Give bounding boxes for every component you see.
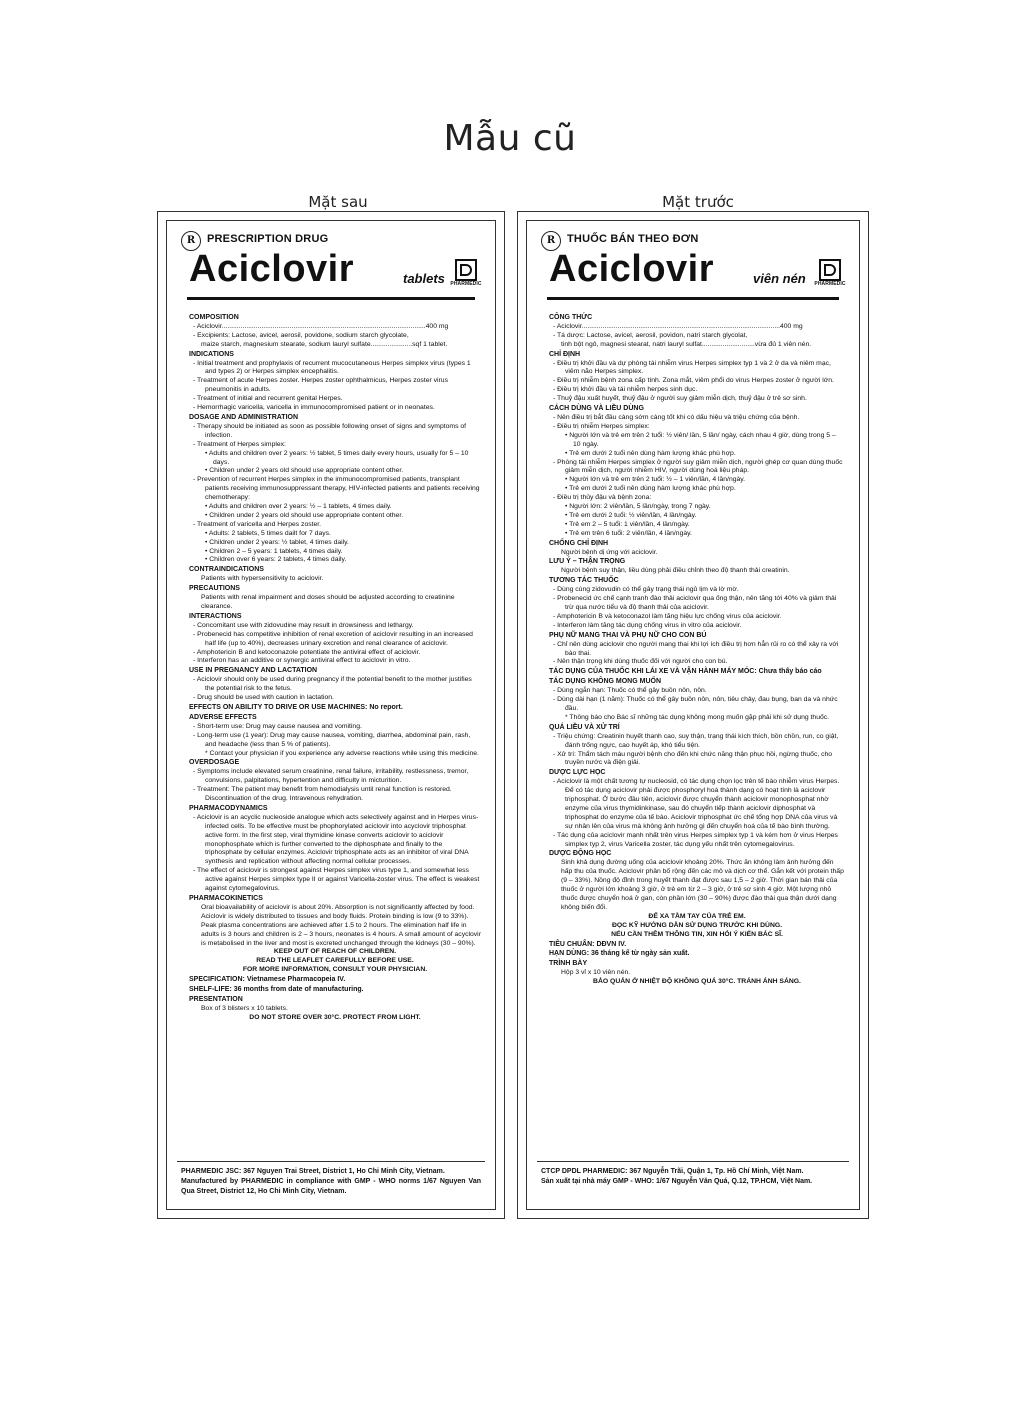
section-heading: DOSAGE AND ADMINISTRATION xyxy=(189,413,299,421)
text-line: - Xử trí: Thẩm tách máu người bệnh cho đến khi chức năng thận phục hồi, ngừng thuốc, cho truyền nước và điện giải. xyxy=(553,750,833,767)
notice-line: DO NOT STORE OVER 30°C. PROTECT FROM LIGHT. xyxy=(249,1013,421,1021)
front-footer-manufacturer: Sản xuất tại nhà máy GMP - WHO: 1/67 Nguyễn Văn Quá, Q.12, TP.HCM, Việt Nam. xyxy=(541,1178,813,1185)
section-heading: PHARMACODYNAMICS xyxy=(189,804,268,812)
back-footer-manufacturer: Manufactured by PHARMEDIC in compliance with GMP - WHO norms 1/67 Nguyen Van Qua Street, District 12, Ho Chi Minh City, Vietnam. xyxy=(181,1178,481,1195)
section-heading: CONTRAINDICATIONS xyxy=(189,566,264,574)
title-rule xyxy=(187,297,475,300)
section-heading: TRÌNH BÀY xyxy=(549,960,588,968)
section-heading: USE IN PREGNANCY AND LACTATION xyxy=(189,667,318,675)
text-line: - Short-term use: Drug may cause nausea and vomiting. xyxy=(193,722,362,730)
text-line: - Aciclovir is an acyclic nucleoside analogue which acts selectively against and in Herpes virus-infected cells. To be effective must be phophorylated aciclovir into acyclovir triphosphat active form. In the first step, viral thymidine kinase converts aciclovir to aciclovir monophosphate which is further converted to the diphosphate and finally to the triphosphate by cellular enzymes. Aciclovir triphosphate acts as an inhibitor of viral DNA synthesis and replication without affecting normal cellular processes. xyxy=(193,813,479,866)
text-line: - Interferon has an additive or synergic antiviral effect to aciclovir in vitro. xyxy=(193,657,411,665)
pharmedic-logo xyxy=(449,259,483,287)
text-line: - The effect of aciclovir is strongest against Herpes simplex virus type 1, and somewhat less active against Herpes simplex type II or against Varicella-zoster virus. The effect is weakest against cytomegalovirus. xyxy=(193,867,480,893)
text-line: maize starch, magnesium stearate, sodium lauryl sulfate......................sqf 1 tablet. xyxy=(201,340,448,348)
text-line: - Therapy should be initiated as soon as possible following onset of signs and symptoms of infection. xyxy=(193,422,467,439)
section-heading: HẠN DÙNG: 36 tháng kể từ ngày sản xuất. xyxy=(549,950,690,958)
text-line: - Hemorrhagic varicella, varicella in immunocompromised patient or in neonates. xyxy=(193,404,435,412)
notice-line: BẢO QUẢN Ở NHIỆT ĐỘ KHÔNG QUÁ 30°C. TRÁNH ÁNH SÁNG. xyxy=(593,978,801,986)
section-heading: SHELF-LIFE: 36 months from date of manufacturing. xyxy=(189,986,364,994)
section-heading: OVERDOSAGE xyxy=(189,759,240,767)
text-line: • Children under 2 years: ½ tablet, 4 times daily. xyxy=(205,538,349,546)
back-rx-text: PRESCRIPTION DRUG xyxy=(207,233,329,245)
page-title: Mẫu cũ xyxy=(443,118,577,159)
section-heading: INTERACTIONS xyxy=(189,612,242,620)
front-footer xyxy=(541,1167,845,1187)
footer-rule xyxy=(177,1161,485,1162)
front-side-label: Mặt trước xyxy=(662,193,734,211)
back-label-panel xyxy=(157,211,505,1219)
text-line: - Aciclovir là một chất tương tự nucleosid, có tác dụng chọn lọc trên tế bào nhiễm virus Herpes. Để có tác dụng aciclovir phải được phosphoryl hoá thành dạng có hoạt tính là aciclovir triphosphat. Ở bước đầu tiên, aciclovir được chuyển thành aciclovir monophosphat nhờ enzyme của virus thymidinkinase, sau đó chuyển tiếp thành aciclovir diphosphat và triphosphat do enzyme của tế bào. Aciclovir triphosphat ức chế tổng hợp DNA của virus và sự nhân lên của virus mà không ảnh hưởng gì đến chuyển hoá của tế bào bình thường. xyxy=(553,778,840,830)
text-line: - Dùng cùng zidovudin có thể gây trạng thái ngủ lịm và lờ mờ. xyxy=(553,586,739,594)
back-footer xyxy=(181,1167,481,1197)
notice-line: KEEP OUT OF REACH OF CHILDREN. xyxy=(273,948,397,956)
section-heading: CHỐNG CHỈ ĐỊNH xyxy=(549,539,609,547)
front-content xyxy=(549,313,845,987)
section-heading: PRESENTATION xyxy=(189,995,243,1003)
text-line: - Tác dụng của aciclovir mạnh nhất trên virus Herpes simplex typ 1 và kém hơn ở virus Herpes simplex typ 2, virus Varicella zoster, tác dụng yếu nhất trên cytomegalovirus. xyxy=(553,831,838,848)
section-heading: QUÁ LIỀU VÀ XỬ TRÍ xyxy=(549,723,620,731)
section-heading: TÁC DỤNG KHÔNG MONG MUỐN xyxy=(549,678,661,686)
text-line: • Children under 2 years old should use appropriate content other. xyxy=(205,511,404,519)
title-rule xyxy=(547,297,839,300)
text-line: - Nên điều trị bắt đầu càng sớm càng tốt khi có dấu hiệu và triệu chứng của bệnh. xyxy=(553,413,800,421)
back-product-name: Aciclovir xyxy=(189,248,355,290)
text-line: - Amphotericin B and ketoconazole potentiate the antiviral effect of aciclovir. xyxy=(193,648,421,656)
section-heading: PHARMACOKINETICS xyxy=(189,895,263,902)
text-line: - Aciclovir.........................................................................................................400 mg xyxy=(553,322,803,330)
text-line: - Điều trị khởi đầu và dự phòng tái nhiễm virus Herpes simplex typ 1 và 2 ở da và niêm mạc, viêm não Herpes simplex. xyxy=(553,359,831,376)
text-line: • Người lớn: 2 viên/lần, 5 lần/ngày, trong 7 ngày. xyxy=(565,503,711,511)
text-line: - Treatment of varicella and Herpes zoster. xyxy=(193,520,322,528)
section-heading: TÁC DỤNG CỦA THUỐC KHI LÁI XE VÀ VẬN HÀNH MÁY MÓC: Chưa thấy báo cáo xyxy=(549,668,822,676)
text-line: - Treatment: The patient may benefit from hemodialysis until renal function is restored. Discontinuation of the drug. Intravenous rehydration. xyxy=(193,786,452,803)
text-line: • Children over 6 years: 2 tablets, 4 times daily. xyxy=(205,556,347,564)
front-logo-text: PHARMEDIC xyxy=(814,281,846,287)
text-line: - Thuỷ đậu xuất huyết, thuỷ đậu ở người suy giảm miễn dịch, thuỷ đậu ở trẻ sơ sinh. xyxy=(553,395,807,403)
section-heading: EFFECTS ON ABILITY TO DRIVE OR USE MACHINES: No report. xyxy=(189,703,403,711)
text-line: Hộp 3 vỉ x 10 viên nén. xyxy=(561,969,631,977)
section-heading: ADVERSE EFFECTS xyxy=(189,713,257,721)
text-line: - Điều trị thủy đậu và bệnh zona: xyxy=(553,494,652,502)
text-line: • Người lớn và trẻ em trên 2 tuổi: ½ viên/ lần, 5 lần/ ngày, cách nhau 4 giờ, dùng trong 5 – 10 ngày. xyxy=(565,431,836,448)
section-heading: TIÊU CHUẨN: DĐVN IV. xyxy=(549,940,627,948)
front-product-name: Aciclovir xyxy=(549,248,715,290)
pharmedic-logo-icon xyxy=(455,259,477,281)
text-line: Người bệnh dị ứng với aciclovir. xyxy=(561,548,658,556)
text-line: • Trẻ em dưới 2 tuổi nên dùng hàm lượng khác phù hợp. xyxy=(565,485,736,493)
text-line: - Điều trị nhiễm bệnh zona cấp tính. Zona mắt, viêm phổi do virus Herpes zoster ở người lớn. xyxy=(553,377,834,385)
front-label-inner xyxy=(526,220,860,1210)
section-heading: INDICATIONS xyxy=(189,350,234,358)
text-line: - Concomitant use with zidovudine may result in drowsiness and lethargy. xyxy=(193,621,414,629)
text-line: • Trẻ em trên 6 tuổi: 2 viên/lần, 4 lần/ngày. xyxy=(565,529,692,537)
text-line: Patients with renal impairment and doses should be adjusted according to creatinine clearance. xyxy=(201,594,455,610)
text-line: - Long-term use (1 year): Drug may cause nausea, vomiting, diarrhea, abdominal pain, rash, and headache (less than 5 % of patients). xyxy=(193,731,471,748)
text-line: • Adults and children over 2 years: ½ – 1 tablets, 4 times daily. xyxy=(205,503,392,511)
text-line: • Children under 2 years old should use appropriate content other. xyxy=(205,467,404,475)
text-line: Oral bioavailability of aciclovir is about 20%. Absorption is not significantly affected by food. Aciclovir is widely distributed to tissues and body fluids. Protein binding is low (9 to 33%). Peak plasma concentrations are achieved after 1.5 to 2 hours. The elimination half life in adults is 3 hours and children is 2 – 3 hours, neonates is 4 hours. A small amount of acyclovir is metabolised in the liver and most is excreted unchanged through the kidneys (30 – 90%). xyxy=(201,903,481,947)
section-heading: PHỤ NỮ MANG THAI VÀ PHỤ NỮ CHO CON BÚ xyxy=(549,631,707,639)
rx-icon: R xyxy=(181,231,201,251)
text-line: - Excipients: Lactose, avicel, aerosil, povidone, sodium starch glycolate, xyxy=(193,331,409,339)
front-footer-company: CTCP DPDL PHARMEDIC: 367 Nguyễn Trãi, Quận 1, Tp. Hồ Chí Minh, Việt Nam. xyxy=(541,1168,804,1175)
text-line: - Điều trị khởi đầu và tái nhiễm herpes sinh dục. xyxy=(553,386,698,394)
text-line: • Adults: 2 tablets, 5 times dailt for 7 days. xyxy=(205,529,331,537)
front-rx-text: THUỐC BÁN THEO ĐƠN xyxy=(567,233,699,245)
text-line: - Phòng tái nhiễm Herpes simplex ở người suy giảm miễn dịch, người ghép cơ quan dùng thuốc giảm miễn dịch, người nhiễm HIV, người dùng hoá liệu pháp. xyxy=(553,458,843,475)
text-line: - Triệu chứng: Creatinin huyết thanh cao, suy thận, trạng thái kích thích, bồn chồn, run, co giật, đánh trống ngực, cao huyết áp, khó tiểu tiện. xyxy=(553,732,839,749)
back-side-label: Mặt sau xyxy=(308,193,368,211)
text-line: • Children 2 – 5 years: 1 tablets, 4 times daily. xyxy=(205,547,343,555)
back-dosage-form: tablets xyxy=(403,271,445,286)
section-heading: SPECIFICATION: Vietnamese Pharmacopeia IV. xyxy=(189,976,346,984)
notice-line: ĐỌC KỸ HƯỚNG DẪN SỬ DỤNG TRƯỚC KHI DÙNG. xyxy=(611,921,783,929)
text-line: - Aciclovir should only be used during pregnancy if the potential benefit to the mother justifies the potential risk to the fetus. xyxy=(193,676,472,693)
section-heading: COMPOSITION xyxy=(189,314,239,321)
text-line: - Probenecid has competitive inhibition of renal excretion of aciclovir resulting in an increased half life (up to 40%), decreases urinary excretion and renal clearance of aciclovir. xyxy=(193,630,473,647)
text-line: Box of 3 blisters x 10 tablets. xyxy=(201,1004,288,1012)
front-dosage-form: viên nén xyxy=(753,271,806,286)
notice-line: NẾU CẦN THÊM THÔNG TIN, XIN HỎI Ý KIẾN BÁC SĨ. xyxy=(611,930,783,938)
section-heading: CHỈ ĐỊNH xyxy=(549,350,581,358)
back-logo-text: PHARMEDIC xyxy=(450,281,482,287)
section-heading: LƯU Ý – THẬN TRỌNG xyxy=(549,558,626,566)
section-heading: DƯỢC LỰC HỌC xyxy=(549,769,606,777)
back-label-inner xyxy=(166,220,496,1210)
rx-icon: R xyxy=(541,231,561,251)
text-line: Người bệnh suy thận, liều dùng phải điều chỉnh theo độ thanh thải creatinin. xyxy=(561,567,790,575)
text-line: • Trẻ em dưới 2 tuổi nên dùng hàm lượng khác phù hợp. xyxy=(565,449,736,457)
text-line: - Treatment of acute Herpes zoster. Herpes zoster ophthalmicus, Herpes zoster virus pneumonitis in adults. xyxy=(193,377,448,394)
text-line: Sinh khả dụng đường uống của aciclovir khoảng 20%. Thức ăn không làm ảnh hưởng đến hấp thu của thuốc. Aciclovir phân bố rộng đến các mô và dịch cơ thể. Gắn kết với protein thấp (9 – 33%). Nồng độ đỉnh trong huyết thanh đạt được sau 1,5 – 2 giờ. Thời gian bán thải của thuốc ở người lớn khoảng 3 giờ, ở trẻ em từ 2 – 3 giờ, ở trẻ sơ sinh 4 giờ. Một lượng nhỏ thuốc được chuyển hoá ở gan, còn phần lớn (30 – 90%) được đào thải qua thận dưới dạng không biến đổi. xyxy=(561,859,844,911)
front-label-panel xyxy=(517,211,869,1219)
text-line: - Điều trị nhiễm Herpes simplex: xyxy=(553,422,650,430)
text-line: - Chỉ nên dùng aciclovir cho người mang thai khi lợi ích điều trị hơn hẳn rủi ro có thể xảy ra với bào thai. xyxy=(553,640,839,657)
text-line: • Trẻ em dưới 2 tuổi: ½ viên/lần, 4 lần/ngày. xyxy=(565,511,697,519)
section-heading: CÔNG THỨC xyxy=(549,314,593,321)
section-heading: DƯỢC ĐỘNG HỌC xyxy=(549,850,612,858)
text-line: • Adults and children over 2 years: ½ tablet, 5 times daily every hours, usually for 5 – 10 days. xyxy=(205,449,469,466)
pharmedic-logo-icon xyxy=(819,259,841,281)
text-line: - Amphotericin B và ketoconazol làm tăng hiệu lực chống virus của aciclovir. xyxy=(553,612,782,620)
text-line: - Initial treatment and prophylaxis of recurrent mucocutaneous Herpes simplex virus (types 1 and types 2) or Herpes simplex encephalitis. xyxy=(193,359,471,376)
notice-line: ĐỂ XA TẦM TAY CỦA TRẺ EM. xyxy=(648,912,746,920)
text-line: tinh bột ngô, magnesi stearat, natri lauryl sulfat............................vừa đủ 1 viên nén. xyxy=(561,340,812,348)
text-line: • Trẻ em 2 – 5 tuổi: 1 viên/lần, 4 lần/ngày. xyxy=(565,520,690,528)
text-line: - Tá dược: Lactose, avicel, aerosil, povidon, natri starch glycolat, xyxy=(553,331,748,339)
text-line: - Interferon làm tăng tác dụng chống virus in vitro của aciclovir. xyxy=(553,621,742,629)
text-line: - Dùng dài hạn (1 năm): Thuốc có thể gây buồn nôn, nôn, tiêu chảy, đau bụng, ban da và nhức đầu. xyxy=(553,696,838,712)
text-line: Patients with hypersensitivity to aciclovir. xyxy=(201,575,324,583)
back-content xyxy=(189,313,481,1023)
text-line: - Aciclovir............................................................................................................400 mg xyxy=(193,322,449,330)
text-line: - Treatment of initial and recurrent genital Herpes. xyxy=(193,395,343,403)
footer-rule xyxy=(537,1161,849,1162)
section-heading: PRECAUTIONS xyxy=(189,585,240,593)
text-line: - Prevention of recurrent Herpes simplex in the immunocompromised patients, transplant patients receiving immunosuppressant therapy, HIV-infected patients and patients receiving chemotherapy: xyxy=(193,476,480,502)
text-line: - Symptoms include elevated serum creatinine, renal failure, irritability, restlessness, tremor, convulsions, palpitations, hypertention and difficulty in micturition. xyxy=(193,768,469,785)
pharmedic-logo xyxy=(813,259,847,287)
text-line: - Treatment of Herpes simplex: xyxy=(193,440,286,448)
section-heading: CÁCH DÙNG VÀ LIỀU DÙNG xyxy=(549,405,644,413)
text-line: - Drug should be used with caution in lactation. xyxy=(193,694,334,702)
notice-line: FOR MORE INFORMATION, CONSULT YOUR PHYSICIAN. xyxy=(242,966,428,974)
text-line: • Người lớn và trẻ em trên 2 tuổi: ½ – 1 viên/lần, 4 lần/ngày. xyxy=(565,476,746,484)
text-line: - Probenecid ức chế cạnh tranh đào thải aciclovir qua ống thận, nên tăng tới 40% và giảm thải trừ qua nước tiểu và độ thanh thải của aciclovir. xyxy=(553,595,837,611)
text-line: * Thông báo cho Bác sĩ những tác dụng không mong muốn gặp phải khi sử dụng thuốc. xyxy=(565,713,830,721)
section-heading: TƯƠNG TÁC THUỐC xyxy=(549,577,619,585)
text-line: - Nên thận trọng khi dùng thuốc đối với người cho con bú. xyxy=(553,658,728,666)
notice-line: READ THE LEAFLET CAREFULLY BEFORE USE. xyxy=(256,957,414,965)
text-line: - Dùng ngắn hạn: Thuốc có thể gây buồn nôn, nôn. xyxy=(553,687,707,695)
text-line: * Contact your physician if you experience any adverse reactions while using this medicine. xyxy=(205,749,479,757)
back-footer-company: PHARMEDIC JSC: 367 Nguyen Trai Street, District 1, Ho Chi Minh City, Vietnam. xyxy=(181,1168,445,1175)
